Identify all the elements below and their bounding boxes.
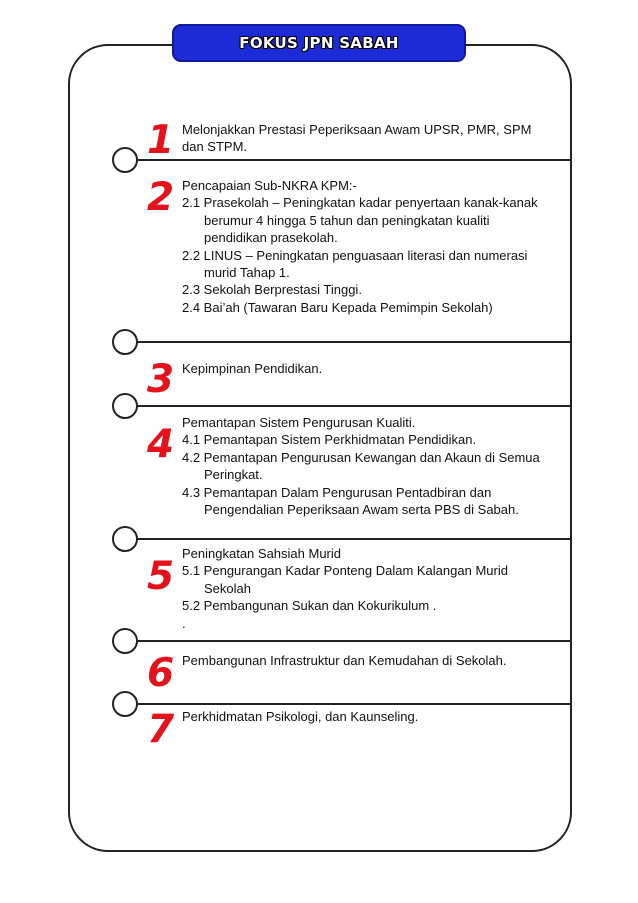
item-line: Perkhidmatan Psikologi, dan Kaunseling. [182,709,419,724]
ring-4 [112,526,138,552]
item-line: 2.3 Sekolah Berprestasi Tinggi. [182,282,362,298]
item-number-6: 6 [147,651,175,696]
item-number-7: 7 [147,707,175,752]
item-number-1: 1 [147,118,175,163]
divider-4 [126,538,572,540]
item-line: Melonjakkan Prestasi Peperiksaan Awam UPSR, PMR, SPM [182,122,532,137]
item-text-7 [182,708,562,725]
item-line: dan STPM. [182,139,248,155]
divider-5 [126,640,572,642]
divider-2 [126,341,572,343]
item-line: Peningkatan Sahsiah Murid [182,546,341,561]
item-text-1 [182,121,562,156]
page-title: FOKUS JPN SABAH [239,34,399,52]
divider-1 [126,159,572,161]
item-text-2 [182,177,562,316]
title-banner [172,24,466,62]
item-text-5 [182,545,562,632]
item-line: Sekolah [204,580,251,596]
item-number-5: 5 [147,554,175,599]
ring-5 [112,628,138,654]
item-number-2: 2 [147,175,175,220]
item-line: Pemantapan Sistem Pengurusan Kualiti. [182,415,416,430]
item-line: berumur 4 hingga 5 tahun dan peningkatan kualiti [204,212,490,228]
item-text-6 [182,652,562,669]
item-line: 4.3 Pemantapan Dalam Pengurusan Pentadbiran dan [182,484,492,500]
item-line: Peringkat. [204,467,263,483]
item-line: murid Tahap 1. [204,265,290,281]
ring-3 [112,393,138,419]
item-number-3: 3 [147,357,175,402]
item-line: Kepimpinan Pendidikan. [182,361,323,376]
ring-2 [112,329,138,355]
item-line: 2.2 LINUS – Peningkatan penguasaan literasi dan numerasi [182,247,528,263]
item-text-3 [182,360,562,377]
item-line: Pencapaian Sub-NKRA KPM:- [182,178,357,193]
item-text-4 [182,414,562,518]
item-number-4: 4 [147,422,175,467]
item-line: Pembangunan Infrastruktur dan Kemudahan di Sekolah. [182,653,507,668]
item-line: 2.1 Prasekolah – Peningkatan kadar penyertaan kanak-kanak [182,195,538,211]
item-line: 4.1 Pemantapan Sistem Perkhidmatan Pendidikan. [182,432,477,448]
item-line: 5.1 Pengurangan Kadar Ponteng Dalam Kalangan Murid [182,563,508,579]
ring-6 [112,691,138,717]
divider-3 [126,405,572,407]
ring-1 [112,147,138,173]
item-line: 5.2 Pembangunan Sukan dan Kokurikulum . [182,598,437,614]
item-line: 2.4 Bai’ah (Tawaran Baru Kepada Pemimpin Sekolah) [182,299,493,315]
item-line: 4.2 Pemantapan Pengurusan Kewangan dan Akaun di Semua [182,449,540,465]
divider-6 [126,703,572,705]
item-line: . [182,615,186,631]
item-line: pendidikan prasekolah. [204,230,338,246]
item-line: Pengendalian Peperiksaan Awam serta PBS di Sabah. [204,502,519,518]
